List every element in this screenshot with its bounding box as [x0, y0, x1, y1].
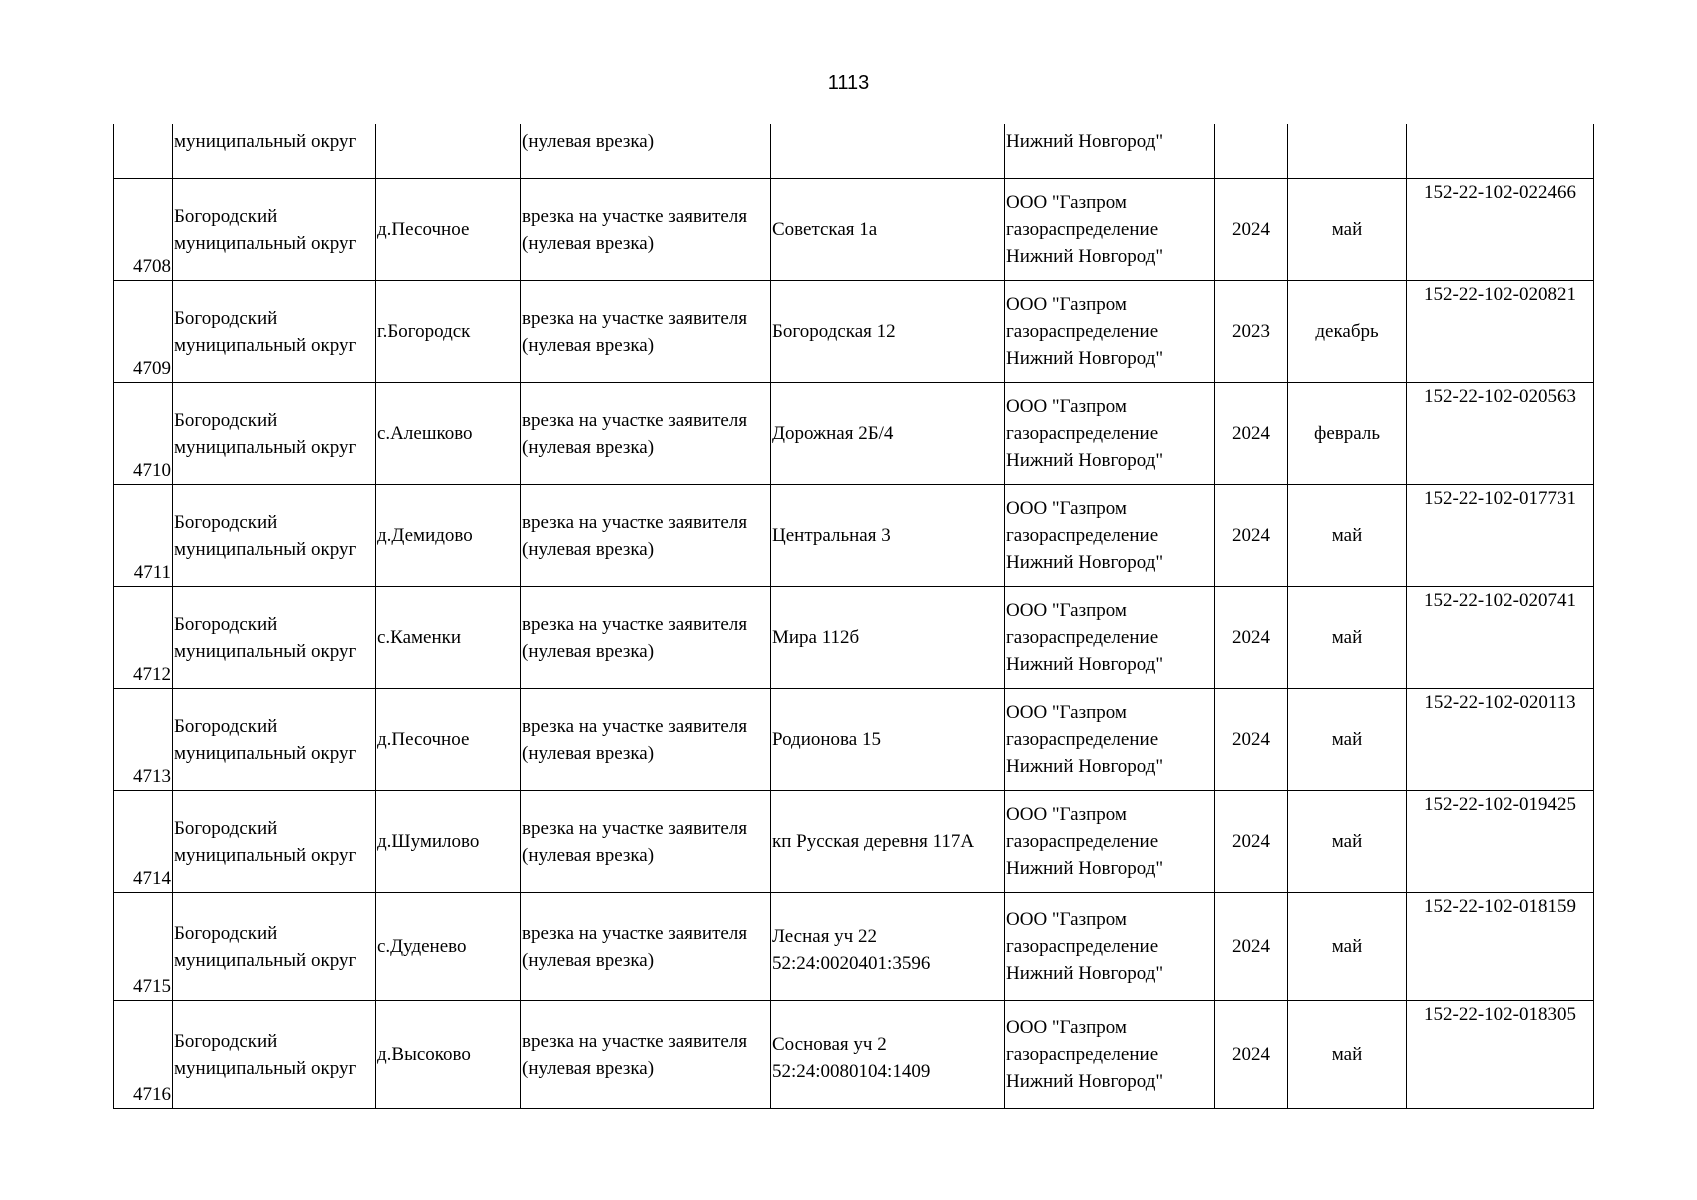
cell-code: 152-22-102-018159: [1407, 893, 1594, 1001]
cell-code: 152-22-102-020563: [1407, 383, 1594, 485]
cell-month: февраль: [1288, 383, 1407, 485]
cell-org: [1005, 179, 1215, 281]
address-line: Советская 1а: [772, 219, 878, 240]
cell-district: [173, 587, 376, 689]
org-line: Нижний Новгород": [1006, 246, 1164, 267]
cell-locality: с.Каменки: [376, 587, 521, 689]
type-line: врезка на участке заявителя: [522, 715, 748, 737]
district-line: муниципальный округ: [174, 844, 357, 866]
cell-month: май: [1288, 1001, 1407, 1109]
cell-type: (нулевая врезка): [521, 124, 771, 179]
cell-month: май: [1288, 791, 1407, 893]
org-line: Нижний Новгород": [1006, 450, 1164, 471]
cell-code: [1407, 124, 1594, 179]
cell-type: [521, 383, 771, 485]
page-number: 1113: [827, 72, 870, 94]
cell-code: 152-22-102-017731: [1407, 485, 1594, 587]
cell-org: [1005, 485, 1215, 587]
cell-num: 4708: [114, 179, 173, 281]
cell-year: 2024: [1215, 689, 1288, 791]
type-line: (нулевая врезка): [522, 232, 655, 254]
org-line: газораспределение: [1006, 1044, 1159, 1065]
cell-code: 152-22-102-019425: [1407, 791, 1594, 893]
type-line: (нулевая врезка): [522, 1057, 655, 1079]
type-line: врезка на участке заявителя: [522, 307, 748, 329]
address-line: Дорожная 2Б/4: [772, 423, 894, 444]
table-row: [114, 893, 1594, 1001]
cell-locality: д.Песочное: [376, 689, 521, 791]
table-row: [114, 587, 1594, 689]
cell-org: Нижний Новгород": [1005, 124, 1215, 179]
cell-month: май: [1288, 485, 1407, 587]
cell-month: май: [1288, 893, 1407, 1001]
org-line: газораспределение: [1006, 423, 1159, 444]
district-line: муниципальный округ: [174, 334, 357, 356]
cell-num: 4714: [114, 791, 173, 893]
table-row: [114, 1001, 1594, 1109]
district-line: Богородский: [174, 409, 278, 431]
table-row: [114, 383, 1594, 485]
district-line: муниципальный округ: [174, 742, 357, 764]
district-line: муниципальный округ: [174, 232, 357, 254]
cell-num: 4710: [114, 383, 173, 485]
type-line: врезка на участке заявителя: [522, 922, 748, 944]
cell-district: [173, 179, 376, 281]
cell-address: [771, 791, 1005, 893]
table-row: [114, 281, 1594, 383]
table-row: [114, 689, 1594, 791]
district-line: Богородский: [174, 1030, 278, 1052]
district-line: муниципальный округ: [174, 949, 357, 971]
cell-org: [1005, 1001, 1215, 1109]
cell-org: [1005, 281, 1215, 383]
cell-year: 2024: [1215, 791, 1288, 893]
cell-type: [521, 281, 771, 383]
table-row: [114, 791, 1594, 893]
cell-type: [521, 689, 771, 791]
cell-month: май: [1288, 689, 1407, 791]
type-line: (нулевая врезка): [522, 640, 655, 662]
cell-address: [771, 281, 1005, 383]
cell-year: 2023: [1215, 281, 1288, 383]
type-line: врезка на участке заявителя: [522, 409, 748, 431]
type-line: (нулевая врезка): [522, 334, 655, 356]
cell-month: май: [1288, 179, 1407, 281]
cell-type: [521, 179, 771, 281]
cell-district: муниципальный округ: [173, 124, 376, 179]
type-line: врезка на участке заявителя: [522, 613, 748, 635]
cell-code: 152-22-102-020113: [1407, 689, 1594, 791]
org-line: газораспределение: [1006, 831, 1159, 852]
org-line: Нижний Новгород": [1006, 1071, 1164, 1092]
cell-code: 152-22-102-018305: [1407, 1001, 1594, 1109]
cell-district: [173, 281, 376, 383]
type-line: врезка на участке заявителя: [522, 1030, 748, 1052]
org-line: Нижний Новгород": [1006, 552, 1164, 573]
address-line: Богородская 12: [772, 321, 896, 342]
org-line: ООО "Газпром: [1006, 396, 1127, 417]
cell-org: [1005, 383, 1215, 485]
org-line: ООО "Газпром: [1006, 294, 1127, 315]
cell-year: 2024: [1215, 383, 1288, 485]
type-line: (нулевая врезка): [522, 844, 655, 866]
registry-table: [113, 124, 1594, 1109]
cell-address: [771, 179, 1005, 281]
cell-org: [1005, 893, 1215, 1001]
cell-type: [521, 587, 771, 689]
cell-address: [771, 893, 1005, 1001]
cell-month: май: [1288, 587, 1407, 689]
org-line: газораспределение: [1006, 321, 1159, 342]
cell-type: [521, 485, 771, 587]
table-row: [114, 485, 1594, 587]
org-line: ООО "Газпром: [1006, 702, 1127, 723]
table-row-continued: [114, 124, 1594, 179]
cell-district: [173, 383, 376, 485]
district-line: муниципальный округ: [174, 538, 357, 560]
district-line: Богородский: [174, 205, 278, 227]
cell-locality: с.Дуденево: [376, 893, 521, 1001]
cell-address: [771, 587, 1005, 689]
org-line: ООО "Газпром: [1006, 804, 1127, 825]
district-line: муниципальный округ: [174, 436, 357, 458]
cell-month: [1288, 124, 1407, 179]
cell-num: 4713: [114, 689, 173, 791]
cell-address: [771, 383, 1005, 485]
cell-month: декабрь: [1288, 281, 1407, 383]
district-line: Богородский: [174, 922, 278, 944]
type-line: (нулевая врезка): [522, 949, 655, 971]
org-line: Нижний Новгород": [1006, 756, 1164, 777]
cell-address: [771, 689, 1005, 791]
org-line: ООО "Газпром: [1006, 192, 1127, 213]
type-line: (нулевая врезка): [522, 436, 655, 458]
address-line: Родионова 15: [772, 729, 881, 750]
cell-locality: д.Демидово: [376, 485, 521, 587]
cell-type: [521, 791, 771, 893]
cell-locality: [376, 124, 521, 179]
org-line: Нижний Новгород": [1006, 858, 1164, 879]
address-line: 52:24:0020401:3596: [772, 952, 931, 974]
cell-org: [1005, 791, 1215, 893]
cell-type: [521, 1001, 771, 1109]
table-row: [114, 179, 1594, 281]
district-line: Богородский: [174, 307, 278, 329]
district-line: муниципальный округ: [174, 1057, 357, 1079]
cell-year: 2024: [1215, 179, 1288, 281]
address-line: Мира 112б: [772, 627, 860, 648]
address-line: 52:24:0080104:1409: [772, 1060, 931, 1082]
cell-org: [1005, 689, 1215, 791]
cell-year: 2024: [1215, 893, 1288, 1001]
type-line: врезка на участке заявителя: [522, 205, 748, 227]
org-line: газораспределение: [1006, 219, 1159, 240]
cell-locality: с.Алешково: [376, 383, 521, 485]
cell-locality: д.Песочное: [376, 179, 521, 281]
district-line: Богородский: [174, 613, 278, 635]
cell-locality: г.Богородск: [376, 281, 521, 383]
cell-num: 4709: [114, 281, 173, 383]
cell-district: [173, 485, 376, 587]
cell-district: [173, 1001, 376, 1109]
cell-code: 152-22-102-020821: [1407, 281, 1594, 383]
cell-org: [1005, 587, 1215, 689]
cell-district: [173, 791, 376, 893]
address-line: Сосновая уч 2: [772, 1033, 887, 1055]
org-line: ООО "Газпром: [1006, 909, 1127, 930]
cell-locality: д.Шумилово: [376, 791, 521, 893]
cell-code: 152-22-102-020741: [1407, 587, 1594, 689]
cell-year: [1215, 124, 1288, 179]
org-line: ООО "Газпром: [1006, 1017, 1127, 1038]
cell-district: [173, 893, 376, 1001]
cell-address: [771, 1001, 1005, 1109]
district-line: Богородский: [174, 511, 278, 533]
cell-address: [771, 485, 1005, 587]
cell-num: 4712: [114, 587, 173, 689]
cell-num: [114, 124, 173, 179]
cell-year: 2024: [1215, 587, 1288, 689]
org-line: Нижний Новгород": [1006, 654, 1164, 675]
cell-address: [771, 124, 1005, 179]
cell-num: 4716: [114, 1001, 173, 1109]
district-line: муниципальный округ: [174, 640, 357, 662]
district-line: Богородский: [174, 715, 278, 737]
type-line: врезка на участке заявителя: [522, 817, 748, 839]
org-line: газораспределение: [1006, 936, 1159, 957]
org-line: Нижний Новгород": [1006, 348, 1164, 369]
address-line: кп Русская деревня 117А: [772, 831, 975, 852]
address-line: Лесная уч 22: [772, 925, 877, 947]
cell-district: [173, 689, 376, 791]
org-line: ООО "Газпром: [1006, 498, 1127, 519]
type-line: врезка на участке заявителя: [522, 511, 748, 533]
district-line: Богородский: [174, 817, 278, 839]
cell-locality: д.Высоково: [376, 1001, 521, 1109]
cell-code: 152-22-102-022466: [1407, 179, 1594, 281]
cell-year: 2024: [1215, 1001, 1288, 1109]
table-body: [114, 124, 1594, 1109]
type-line: (нулевая врезка): [522, 742, 655, 764]
type-line: (нулевая врезка): [522, 538, 655, 560]
cell-num: 4711: [114, 485, 173, 587]
cell-type: [521, 893, 771, 1001]
org-line: газораспределение: [1006, 729, 1159, 750]
org-line: Нижний Новгород": [1006, 963, 1164, 984]
org-line: ООО "Газпром: [1006, 600, 1127, 621]
org-line: газораспределение: [1006, 525, 1159, 546]
org-line: газораспределение: [1006, 627, 1159, 648]
cell-num: 4715: [114, 893, 173, 1001]
address-line: Центральная 3: [772, 525, 891, 546]
cell-year: 2024: [1215, 485, 1288, 587]
